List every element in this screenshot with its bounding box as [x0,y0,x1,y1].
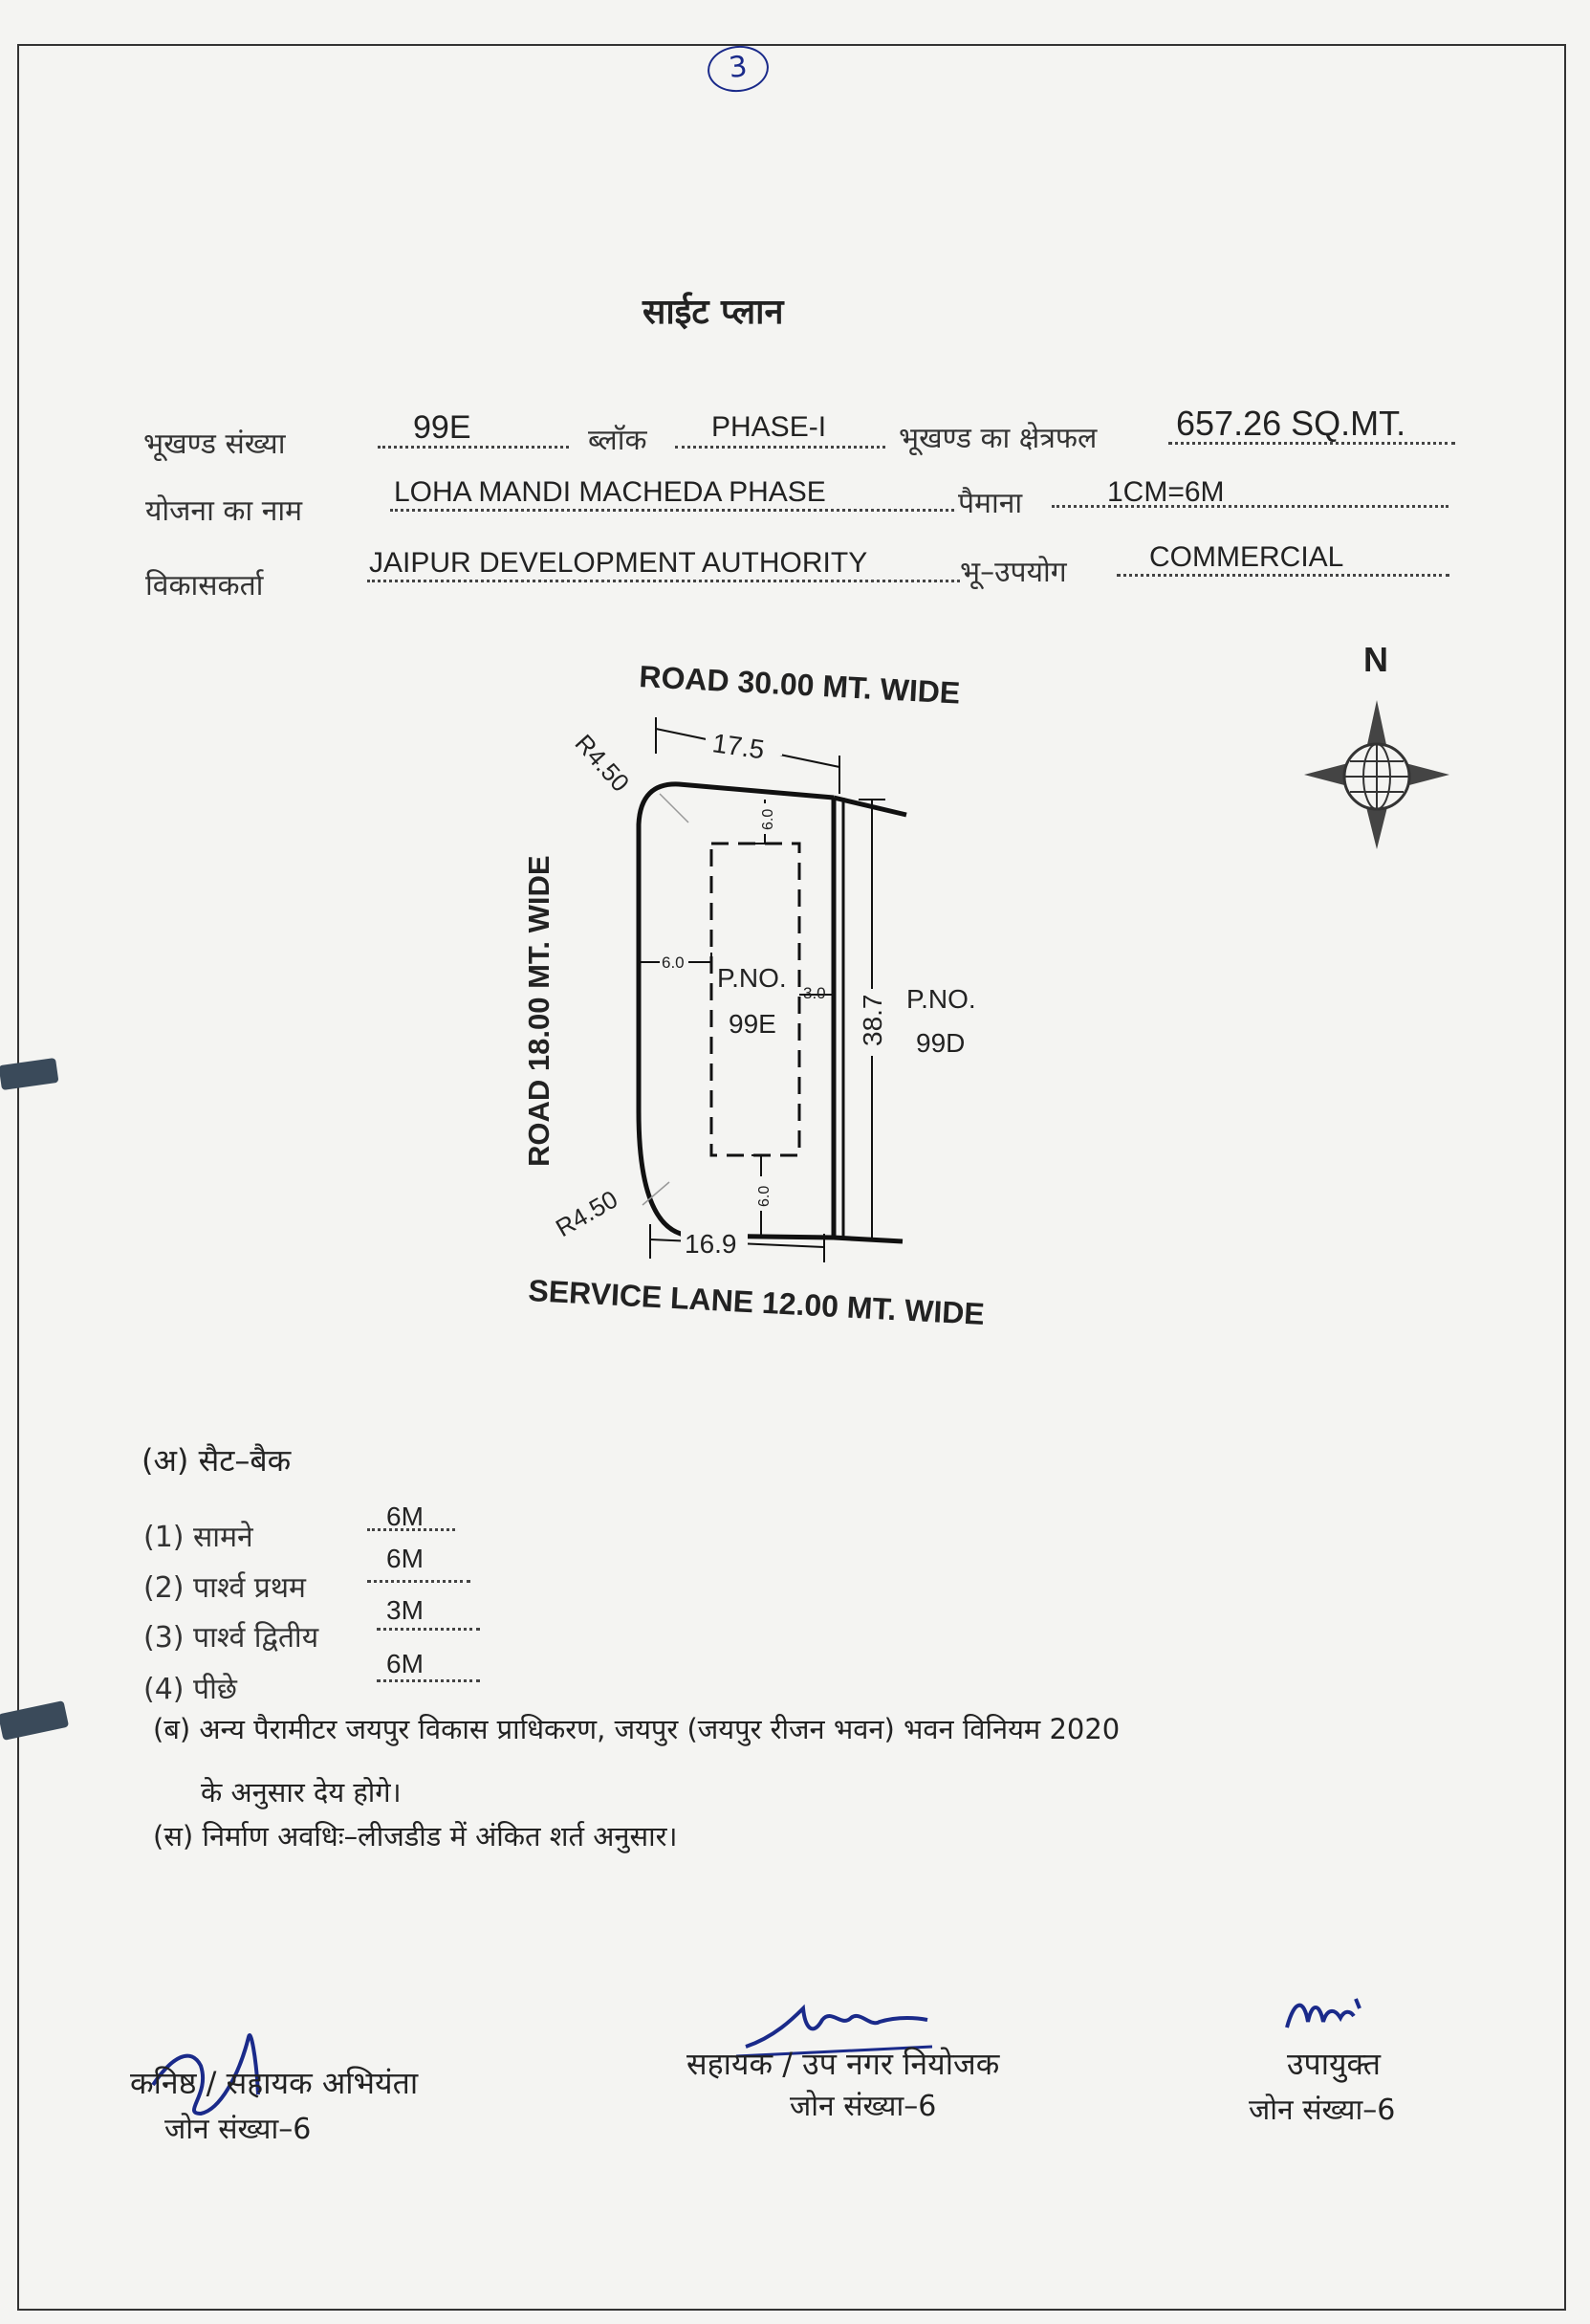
neighbor-label-line1: P.NO. [906,984,976,1014]
developer-dotline [367,580,960,582]
setback-item-label: (3) पार्श्व द्वितीय [143,1621,319,1655]
dim-bottom-label: 16.9 [685,1229,737,1259]
road-left-label: ROAD 18.00 MT. WIDE [522,855,555,1167]
note-c-line: (स) निर्माण अवधिः–लीजडीड में अंकित शर्त अनुसार। [153,1820,678,1853]
setback-item-dotline [377,1628,480,1631]
plot-no-dotline [378,446,569,449]
compass-east-point [1405,763,1449,786]
scheme-label: योजना का नाम [145,494,303,528]
signature-left-sub: जोन संख्या–6 [164,2113,312,2146]
landuse-label: भू–उपयोग [960,556,1067,589]
setback-item-value: 6M [386,1502,424,1531]
setback-item-label: (2) पार्श्व प्रथम [143,1571,306,1605]
note-b-line2: के अनुसार देय होगे। [201,1776,402,1809]
neighbor-label-line2: 99D [916,1028,966,1058]
setback-back-label: 6.0 [756,1185,773,1207]
dim-top-label: 17.5 [710,728,767,765]
landuse-dotline [1117,574,1449,577]
setback-side1-label: 6.0 [662,954,685,972]
setback-front-label: 6.0 [760,808,776,830]
note-b-line1: (ब) अन्य पैरामीटर जयपुर विकास प्राधिकरण, जयपुर (जयपुर रीजन भवन) भवन विनियम 2020 [153,1713,1121,1745]
block-value: PHASE-I [711,411,827,443]
signature-left-title: कनिष्ठ / सहायक अभियंता [130,2065,419,2101]
north-label: N [1363,640,1388,679]
site-plan-drawing [0,612,1590,1568]
dim-right-label: 38.7 [858,994,887,1046]
area-value: 657.26 SQ.MT. [1176,404,1406,443]
setback-item-dotline [367,1580,470,1583]
signature-right-title: उपायुक्त [1287,2046,1381,2082]
setback-item-value: 3M [386,1595,424,1625]
scale-label: पैमाना [958,487,1023,520]
scale-value: 1CM=6M [1107,476,1225,508]
signature-middle-sub: जोन संख्या–6 [790,2090,937,2123]
compass-west-point [1304,763,1348,786]
radius-bottom-label: R4.50 [551,1184,623,1243]
block-dotline [675,446,885,449]
area-dotline [1168,442,1455,445]
signature-middle-title: सहायक / उप नगर नियोजक [686,2046,1000,2082]
plot-label-line1: P.NO. [717,963,787,993]
scheme-dotline [390,509,954,512]
road-top-label: ROAD 30.00 MT. WIDE [638,659,962,711]
developer-label: विकासकर्ता [145,569,264,603]
signature-right-sub: जोन संख्या–6 [1249,2094,1396,2127]
plot-label-line2: 99E [729,1009,776,1039]
setback-item-label: (1) सामने [143,1521,253,1554]
setback-item-label: (4) पीछे [143,1673,237,1706]
plot-no-label: भूखण्ड संख्या [143,428,286,461]
radius-top-label: R4.50 [569,728,636,798]
area-label: भूखण्ड का क्षेत्रफल [899,422,1098,455]
setback-item-dotline [377,1679,480,1682]
plot-no-value: 99E [413,409,471,446]
building-footprint [711,844,799,1155]
road-bottom-label: SERVICE LANE 12.00 MT. WIDE [527,1273,986,1331]
page-title: साईट प्लान [643,293,784,332]
signature-right [1281,1989,1367,2047]
north-arrow [1304,640,1449,849]
landuse-value: COMMERCIAL [1149,541,1344,573]
scale-dotline [1052,505,1448,508]
radius-top-leader [660,794,688,822]
setback-side2-label: 3.0 [803,984,826,1002]
scheme-value: LOHA MANDI MACHEDA PHASE [394,476,826,508]
setback-item-value: 6M [386,1649,424,1678]
developer-value: JAIPUR DEVELOPMENT AUTHORITY [369,547,868,579]
setback-item-value: 6M [386,1544,424,1573]
setback-heading: (अ) सैट–बैक [142,1442,292,1479]
setback-item-dotline [367,1528,455,1531]
block-label: ब्लॉक [588,424,647,457]
page-number: 3 [706,43,772,95]
